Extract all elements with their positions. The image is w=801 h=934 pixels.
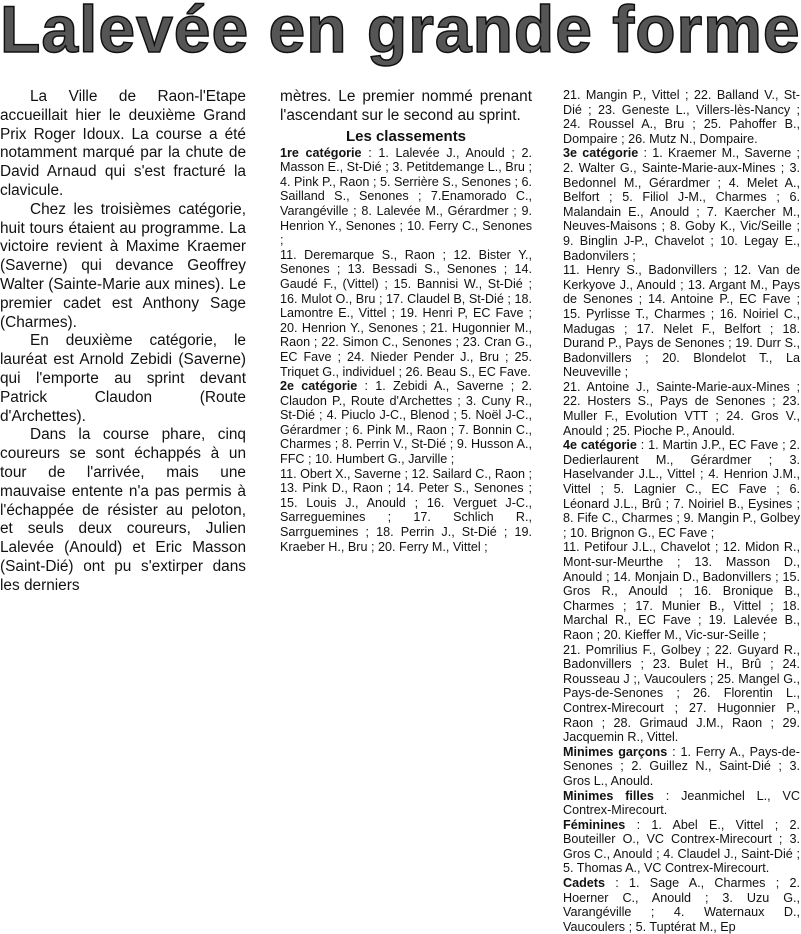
result-text: : 1. Abel E., Vittel ; 2. Bouteiller O., VC Contrex-Mirecourt ; 3. Gros C., Anould ; 4. Claudel J., Saint-Dié ; 5. Thomas A., VC Contrex-Mirecourt. [563, 817, 800, 876]
result-text: 21. Mangin P., Vittel ; 22. Balland V., St-Dié ; 23. Geneste L., Villers-lès-Nancy ; 24. Roussel A., Bru ; 25. Pahoffer B., Dompaire ; 26. Mutz N., Dompaire. [563, 88, 800, 146]
category-label: 3e catégorie [563, 146, 639, 161]
result-text: : 1. Zebidi A., Saverne ; 2. Claudon P., Route d'Archettes ; 3. Cuny R., St-Dié ; 4. Piuclo J-C., Blenod ; 5. Noël J-C., Gérardmer ; 6. Pink M., Raon ; 7. Bonnin C., Charmes ; 8. Perrin V., St-Dié ; 9. Husson A., FFC ; 10. Humbert G., Jarville ; [280, 379, 532, 467]
headline: Lalevée en grande forme [0, 0, 801, 66]
result-text: 11. Deremarque S., Raon ; 12. Bister Y., Senones ; 13. Bessadi S., Senones ; 14. Gaudé F., (Vittel) ; 15. Bannisi W., St-Dié ; 16. Mulot O., Bru ; 17. Claudel B, St-Dié ; 18. Lamontre E., Vittel ; 19. Henri P, EC Fave ; 20. Henrion Y., Senones ; 21. Hugonnier M., Raon ; 22. Simon C., Senones ; 23. Cran G., EC Fave ; 24. Nieder Pender J., Bru ; 25. Triquet G., individuel ; 26. Beau S., EC Fave. [280, 247, 532, 379]
article-paragraph: Chez les troisièmes catégorie, huit tours étaient au programme. La victoire revient à Maxime Kraemer (Saverne) qui devance Geoffrey Walter (Sainte-Marie aux mines). Le premier cadet est Anthony Sage (Charmes). [0, 200, 246, 331]
result-paragraph [563, 876, 800, 934]
result-paragraph [563, 438, 800, 540]
result-paragraph [280, 248, 532, 379]
result-paragraph [280, 467, 532, 555]
result-text: : 1. Sage A., Charmes ; 2. Hoerner C., Anould ; 3. Uzu G., Varangéville ; 4. Waternaux D., Vaucoulers ; 5. Tuptérat M., Ep [563, 876, 800, 934]
result-paragraph [563, 745, 800, 789]
article-column-2 [280, 88, 532, 588]
result-text: 11. Obert X., Saverne ; 12. Sailard C., Raon ; 13. Pink D., Raon ; 14. Peter S., Senones ; 15. Louis J., Anould ; 16. Verguet J-C., Sarreguemines ; 17. Schlich R., Sarrguemines ; 18. Perrin J., St-Dié ; 19. Kraeber H., Bru ; 20. Ferry M., Vittel ; [280, 466, 532, 554]
category-label: 2e catégorie [280, 379, 358, 394]
result-paragraph [280, 379, 532, 467]
result-text: : 1. Martin J.P., EC Fave ; 2. Dedierlaurent M., Gérardmer ; 3. Haselvander J.L., Vittel ; 4. Henrion J.M., Vittel ; 5. Lagnier C., EC Fave ; 6. Léonard J.L., Brû ; 7. Noiriel B., Eysines ; 8. Fife C., Charmes ; 9. Mangin P., Golbey ; 10. Brignon G., EC Fave ; [563, 438, 800, 540]
category-label: 1re catégorie [280, 145, 362, 160]
result-paragraph [563, 88, 800, 146]
article-paragraph: En deuxième catégorie, le lauréat est Arnold Zebidi (Saverne) qui l'emporte au sprint devant Patrick Claudon (Route d'Archettes). [0, 332, 246, 425]
result-text: : 1. Kraemer M., Saverne ; 2. Walter G., Sainte-Marie-aux-Mines ; 3. Bedonnel M., Gérardmer ; 4. Melet A., Belfort ; 5. Filiol J-M., Charmes ; 6. Malandain E., Anould ; 7. Kaercher M., Neuves-Maisons ; 8. Goby K., Vic/Seille ; 9. Binglin J-P., Chavelot ; 10. Legay E., Badonvilers ; [563, 146, 800, 263]
article-paragraph: La Ville de Raon-l'Etape accueillait hier le deuxième Grand Prix Roger Idoux. La course a été notamment marqué par la chute de David Arnaud qui s'est fracturé la clavicule. [0, 88, 246, 199]
result-text: : 1. Ferry A., Pays-de-Senones ; 2. Guillez N., Saint-Dié ; 3. Gros L., Anould. [563, 744, 800, 788]
result-paragraph [563, 380, 800, 438]
category-label: Féminines [563, 817, 626, 832]
result-text: 11. Petifour J.L., Chavelot ; 12. Midon R., Mont-sur-Meurthe ; 13. Masson D., Anould ; 14. Monjain D., Badonvillers ; 15. Gros R., Anould ; 16. Bronique B., Charmes ; 17. Munier B., Vittel ; 18. Marchal R., EC Fave ; 19. Lalevée B., Raon ; 20. Kieffer M., Vic-sur-Seille ; [563, 540, 800, 642]
article-column-3 [563, 88, 800, 934]
result-text: 11. Henry S., Badonvillers ; 12. Van de Kerkyove J., Anould ; 13. Argant M., Pays de Senones ; 14. Antoine P., EC Fave ; 15. Pyrlisse T., Charmes ; 16. Noiriel C., Madugas ; 17. Nelet F., Belfort ; 18. Durand P., Pays de Senones ; 19. Durr S., Badonvillers ; 20. Blondelot T., La Neuveville ; [563, 263, 800, 380]
result-paragraph [563, 263, 800, 380]
result-paragraph [563, 818, 800, 876]
article-paragraph: Dans la course phare, cinq coureurs se sont échappés à un tour de l'arrivée, mais une mauvaise entente n'a pas permis à l'échappée de résister au peloton, et seuls deux coureurs, Julien Lalevée (Anould) et Eric Masson (Saint-Dié) ont pu s'extirper dans les derniers [0, 426, 246, 594]
article-paragraph: mètres. Le premier nommé prenant l'ascendant sur le second au sprint. [280, 88, 532, 124]
category-label: Minimes filles [563, 788, 654, 803]
result-text: : Jeanmichel L., VC Contrex-Mirecourt. [563, 788, 800, 818]
category-label: Minimes garçons [563, 744, 668, 759]
result-paragraph [563, 643, 800, 745]
result-text: 21. Antoine J., Sainte-Marie-aux-Mines ; 22. Hosters S., Pays de Senones ; 23. Muller F., Evolution VTT ; 24. Gros V., Anould ; 25. Pioche P., Anould. [563, 379, 800, 438]
results-heading: Les classements [345, 127, 467, 145]
category-label: 4e catégorie [563, 438, 637, 453]
result-paragraph [563, 789, 800, 818]
category-label: Cadets [563, 876, 605, 891]
result-text: : 1. Lalevée J., Anould ; 2. Masson E., St-Dié ; 3. Petitdemange L., Bru ; 4. Pink P., Raon ; 5. Serrière S., Senones ; 6. Sailland S., Senones ; 7.Enamorado C., Varangéville ; 8. Lalevée M., Gérardmer ; 9. Henrion Y., Senones ; 10. Ferry C., Senones ; [280, 145, 532, 248]
result-text: 21. Pomrilius F., Golbey ; 22. Guyard R., Badonvillers ; 23. Bulet H., Brû ; 24. Rousseau J ;, Vaucoulers ; 25. Mangel G., Pays-de-Senones ; 26. Florentin L., Contrex-Mirecourt ; 27. Hugonnier P., Raon ; 28. Grimaud J.M., Raon ; 29. Jacquemin R., Vittel. [563, 642, 800, 745]
result-paragraph [563, 146, 800, 263]
result-paragraph [280, 146, 532, 248]
result-paragraph [563, 540, 800, 642]
article-column-1 [0, 88, 246, 648]
